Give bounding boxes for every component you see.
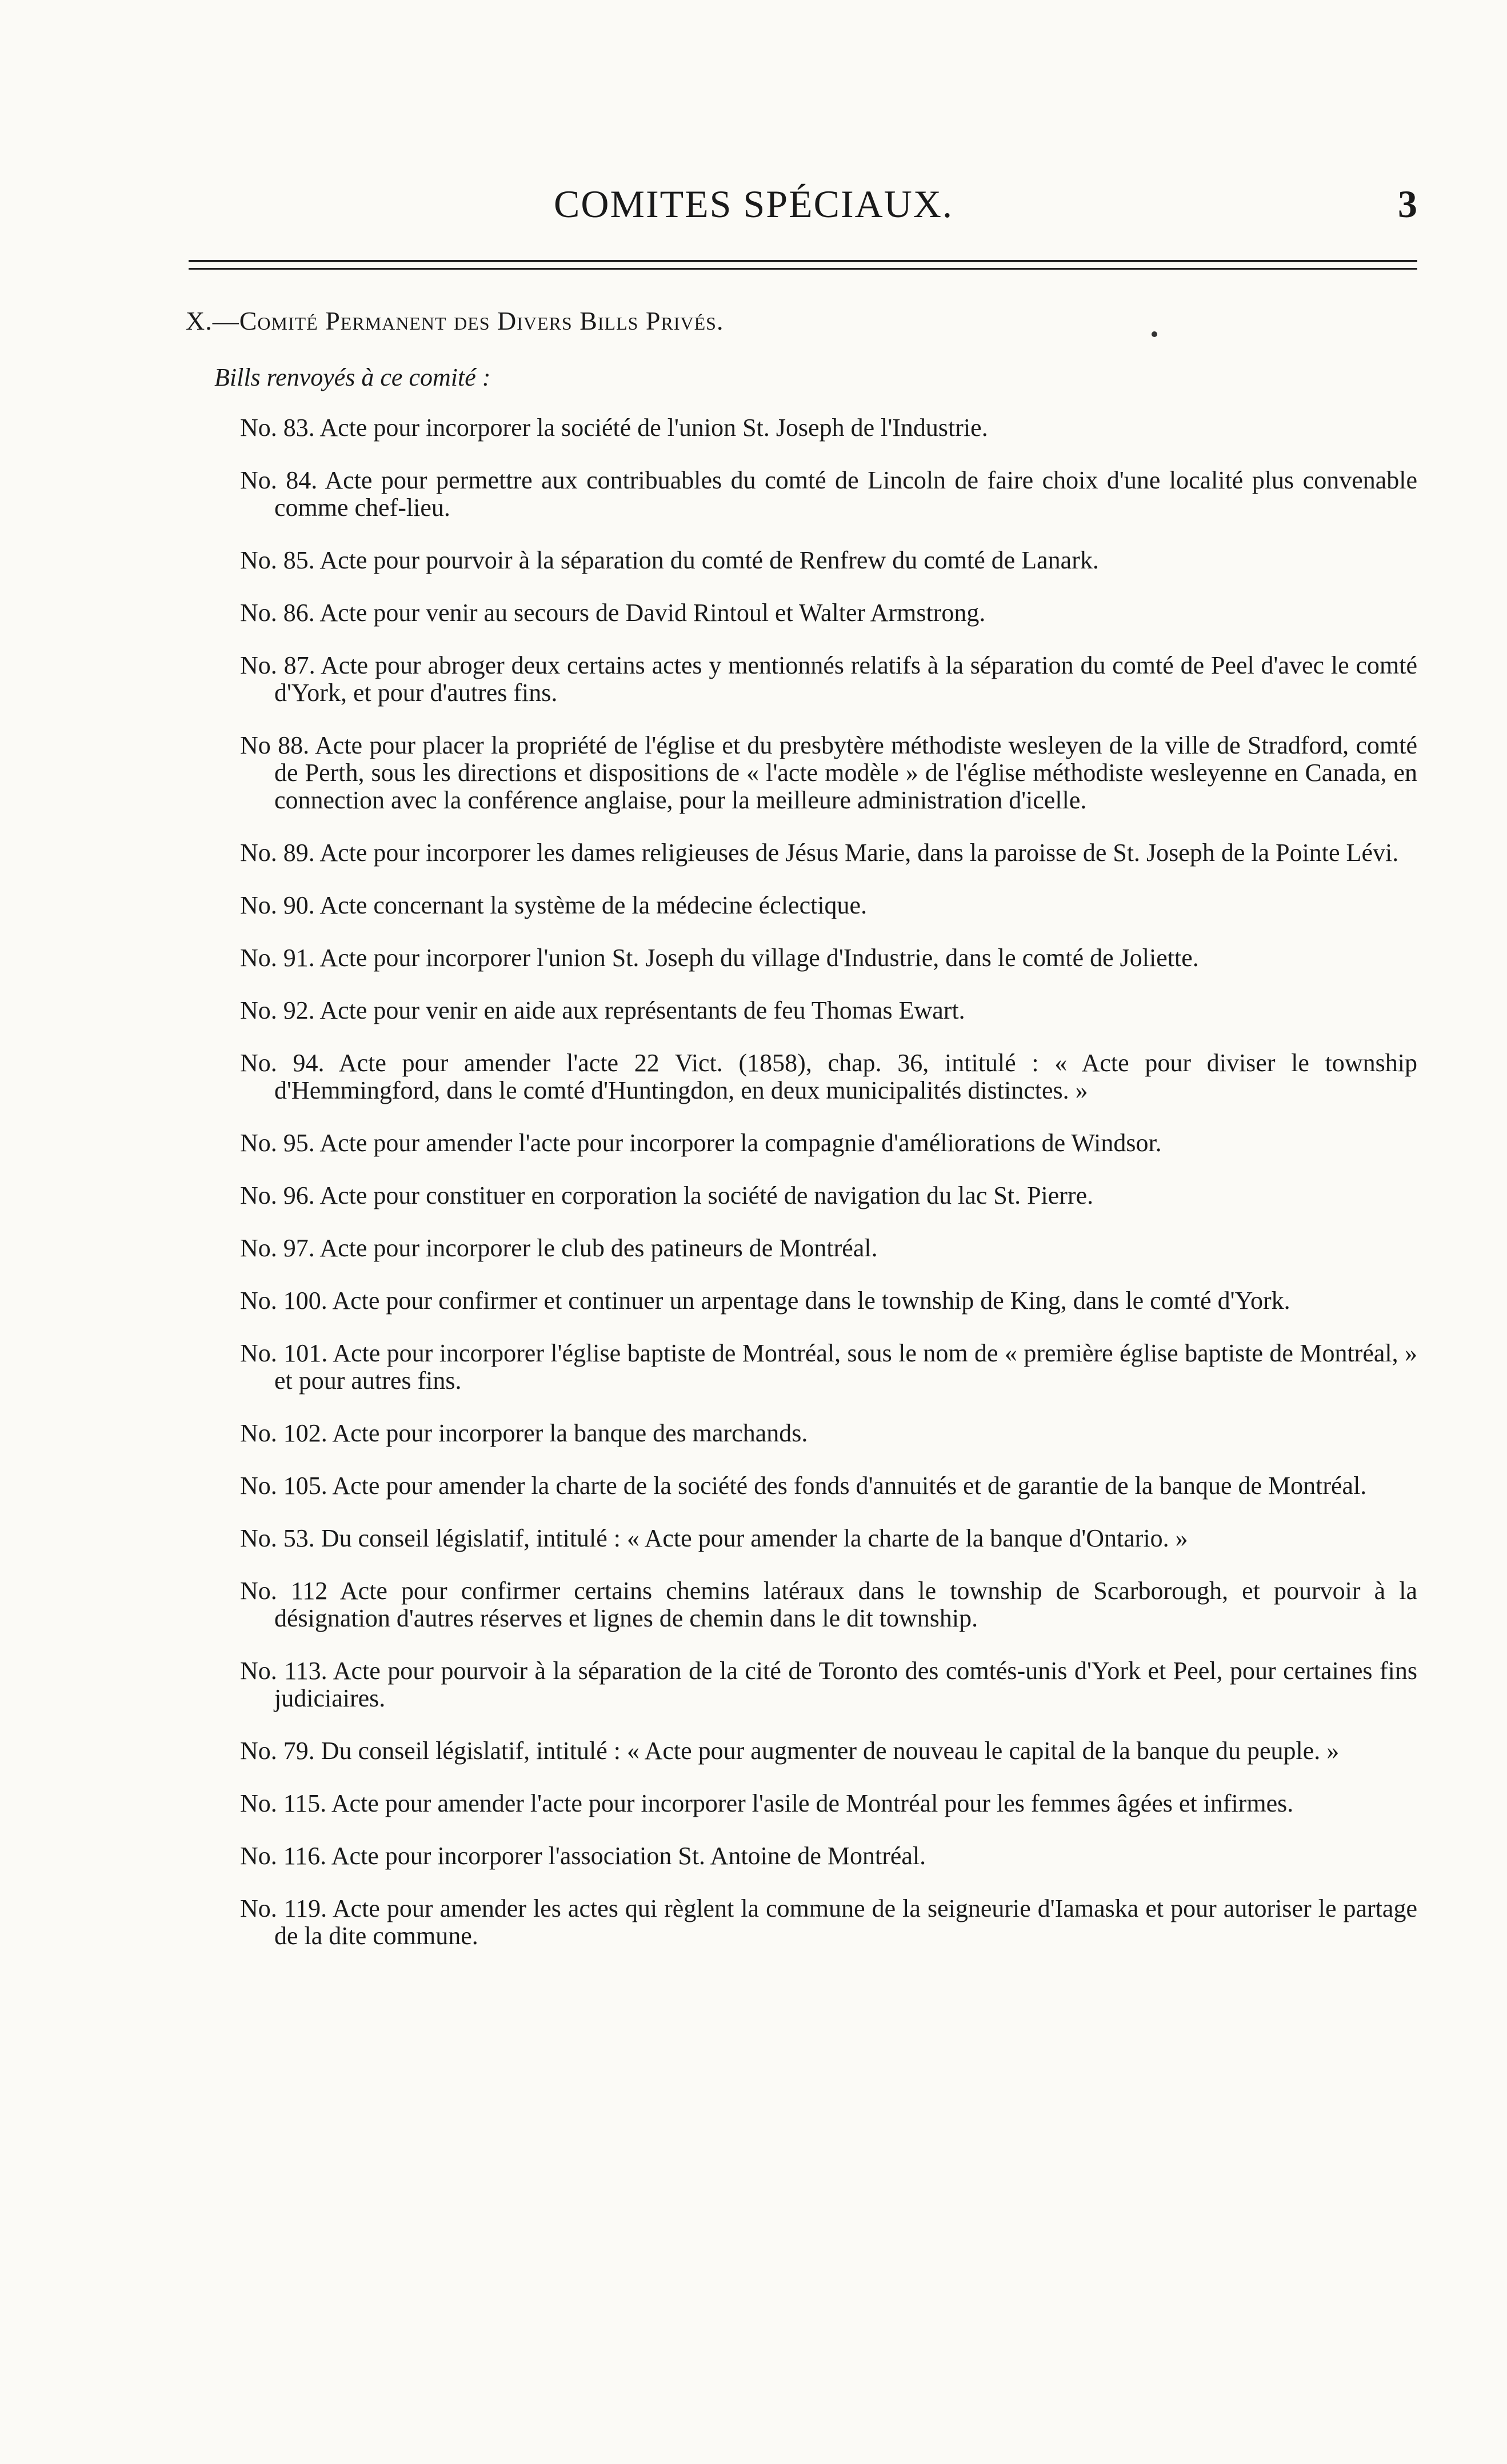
bill-entry	[240, 1657, 1417, 1712]
bill-number: No. 94.	[240, 1049, 325, 1077]
bill-entry	[240, 547, 1417, 574]
bill-entry	[240, 1049, 1417, 1104]
header-rule	[189, 260, 1417, 270]
bill-entry	[240, 892, 1417, 919]
bill-description: Acte pour placer la propriété de l'église et du presbytère méthodiste wesleyen de la ville de Stradford, comté de Perth, sous les directions et dispositions de « l'acte modèle » de l'église méthodiste wesleyenne en Canada, en connection avec la conférence anglaise, pour la meilleure administration d'icelle.	[274, 731, 1418, 814]
bill-number: No. 83.	[240, 414, 315, 442]
bill-description: Du conseil législatif, intitulé : « Acte pour augmenter de nouveau le capital de la banque du peuple. »	[321, 1737, 1340, 1765]
bill-entry	[240, 1340, 1417, 1395]
bill-number: No. 97.	[240, 1234, 315, 1262]
bill-description: Acte pour amender l'acte 22 Vict. (1858), chap. 36, intitulé : « Acte pour diviser le township d'Hemmingford, dans le comté d'Huntingdon, en deux municipalités distinctes. »	[274, 1049, 1418, 1104]
bill-number: No. 84.	[240, 466, 318, 494]
bill-description: Acte pour amender la charte de la société des fonds d'annuités et de garantie de la banque de Montréal.	[332, 1472, 1367, 1500]
bill-description: Acte pour pourvoir à la séparation du comté de Renfrew du comté de Lanark.	[319, 546, 1099, 574]
bill-number: No. 87.	[240, 651, 315, 679]
bill-entry	[240, 1737, 1417, 1765]
bill-entry	[240, 1129, 1417, 1157]
bill-number: No. 90.	[240, 891, 315, 919]
page-number: 3	[1398, 182, 1417, 226]
bill-entry	[240, 1790, 1417, 1817]
bill-description: Acte pour confirmer et continuer un arpentage dans le township de King, dans le comté d'York.	[332, 1287, 1290, 1315]
bill-number: No. 119.	[240, 1894, 327, 1922]
bill-entry	[240, 1577, 1417, 1632]
bill-number: No. 113.	[240, 1657, 327, 1685]
bill-description: Acte pour incorporer la banque des marchands.	[332, 1419, 808, 1447]
bill-entry	[240, 1842, 1417, 1870]
bill-description: Acte pour incorporer l'association St. Antoine de Montréal.	[331, 1842, 926, 1870]
bill-number: No. 95.	[240, 1129, 315, 1157]
bill-entry	[240, 1420, 1417, 1447]
bill-description: Acte pour abroger deux certains actes y mentionnés relatifs à la séparation du comté de Peel d'avec le comté d'York, et pour d'autres fins.	[274, 651, 1417, 707]
bill-entry	[240, 1287, 1417, 1315]
bill-number: No. 91.	[240, 944, 315, 972]
bill-entry	[240, 1895, 1417, 1950]
bill-number: No. 100.	[240, 1287, 327, 1315]
bill-number: No. 115.	[240, 1789, 327, 1817]
rule-line-top	[189, 260, 1417, 262]
bill-number: No 88.	[240, 731, 310, 759]
bill-description: Acte pour venir en aide aux représentants de feu Thomas Ewart.	[319, 996, 965, 1024]
page-header	[0, 182, 1507, 233]
bill-entry	[240, 944, 1417, 972]
bill-entry	[240, 1182, 1417, 1209]
bill-number: No. 53.	[240, 1524, 315, 1552]
bill-description: Acte pour pourvoir à la séparation de la cité de Toronto des comtés-unis d'York et Peel, pour certaines fins judiciaires.	[274, 1657, 1417, 1712]
page-title: COMITES SPÉCIAUX.	[554, 182, 953, 226]
bill-entry	[240, 1525, 1417, 1552]
bill-entry	[240, 652, 1417, 707]
bill-description: Acte pour constituer en corporation la société de navigation du lac St. Pierre.	[319, 1181, 1094, 1209]
bill-number: No. 105.	[240, 1472, 327, 1500]
bill-number: No. 92.	[240, 996, 315, 1024]
bill-description: Acte pour venir au secours de David Rintoul et Walter Armstrong.	[319, 599, 986, 627]
print-speck	[1152, 331, 1157, 337]
bill-description: Acte pour incorporer les dames religieuses de Jésus Marie, dans la paroisse de St. Joseph de la Pointe Lévi.	[319, 839, 1399, 867]
bill-description: Acte pour confirmer certains chemins latéraux dans le township de Scarborough, et pourvoir à la désignation d'autres réserves et lignes de chemin dans le dit township.	[274, 1577, 1417, 1632]
section-subtitle: Bills renvoyés à ce comité :	[214, 363, 491, 391]
bill-description: Acte pour incorporer l'union St. Joseph du village d'Industrie, dans le comté de Joliette.	[319, 944, 1199, 972]
bill-entry	[240, 467, 1417, 522]
bill-number: No. 89.	[240, 839, 315, 867]
bill-number: No. 86.	[240, 599, 315, 627]
section-title	[186, 306, 723, 336]
bill-number: No. 85.	[240, 546, 315, 574]
bill-description: Acte pour amender l'acte pour incorporer la compagnie d'améliorations de Windsor.	[319, 1129, 1162, 1157]
bill-number: No. 101.	[240, 1339, 328, 1367]
bill-description: Acte pour amender l'acte pour incorporer l'asile de Montréal pour les femmes âgées et infirmes.	[331, 1789, 1294, 1817]
bill-description: Acte pour amender les actes qui règlent la commune de la seigneurie d'Iamaska et pour autoriser le partage de la dite commune.	[274, 1894, 1417, 1950]
rule-line-bottom	[189, 268, 1417, 270]
bill-number: No. 116.	[240, 1842, 327, 1870]
section-title-text: X.—Comité Permanent des Divers Bills Privés.	[186, 306, 724, 335]
bill-number: No. 96.	[240, 1181, 315, 1209]
bill-description: Du conseil législatif, intitulé : « Acte pour amender la charte de la banque d'Ontario. »	[321, 1524, 1188, 1552]
bill-entry	[240, 1472, 1417, 1500]
bill-description: Acte concernant la système de la médecine éclectique.	[319, 891, 868, 919]
bill-entry	[240, 414, 1417, 442]
bill-entry	[240, 997, 1417, 1024]
bill-number: No. 102.	[240, 1419, 327, 1447]
bill-list	[240, 414, 1417, 1975]
bill-entry	[240, 599, 1417, 627]
bill-entry	[240, 839, 1417, 867]
bill-entry	[240, 1235, 1417, 1262]
bill-description: Acte pour incorporer le club des patineurs de Montréal.	[319, 1234, 878, 1262]
bill-description: Acte pour incorporer la société de l'union St. Joseph de l'Industrie.	[319, 414, 988, 442]
bill-entry	[240, 732, 1417, 814]
bill-description: Acte pour incorporer l'église baptiste de Montréal, sous le nom de « première église baptiste de Montréal, » et pour autres fins.	[274, 1339, 1418, 1395]
bill-number: No. 79.	[240, 1737, 315, 1765]
bill-description: Acte pour permettre aux contribuables du comté de Lincoln de faire choix d'une localité plus convenable comme chef-lieu.	[274, 466, 1418, 522]
bill-number: No. 112	[240, 1577, 328, 1605]
